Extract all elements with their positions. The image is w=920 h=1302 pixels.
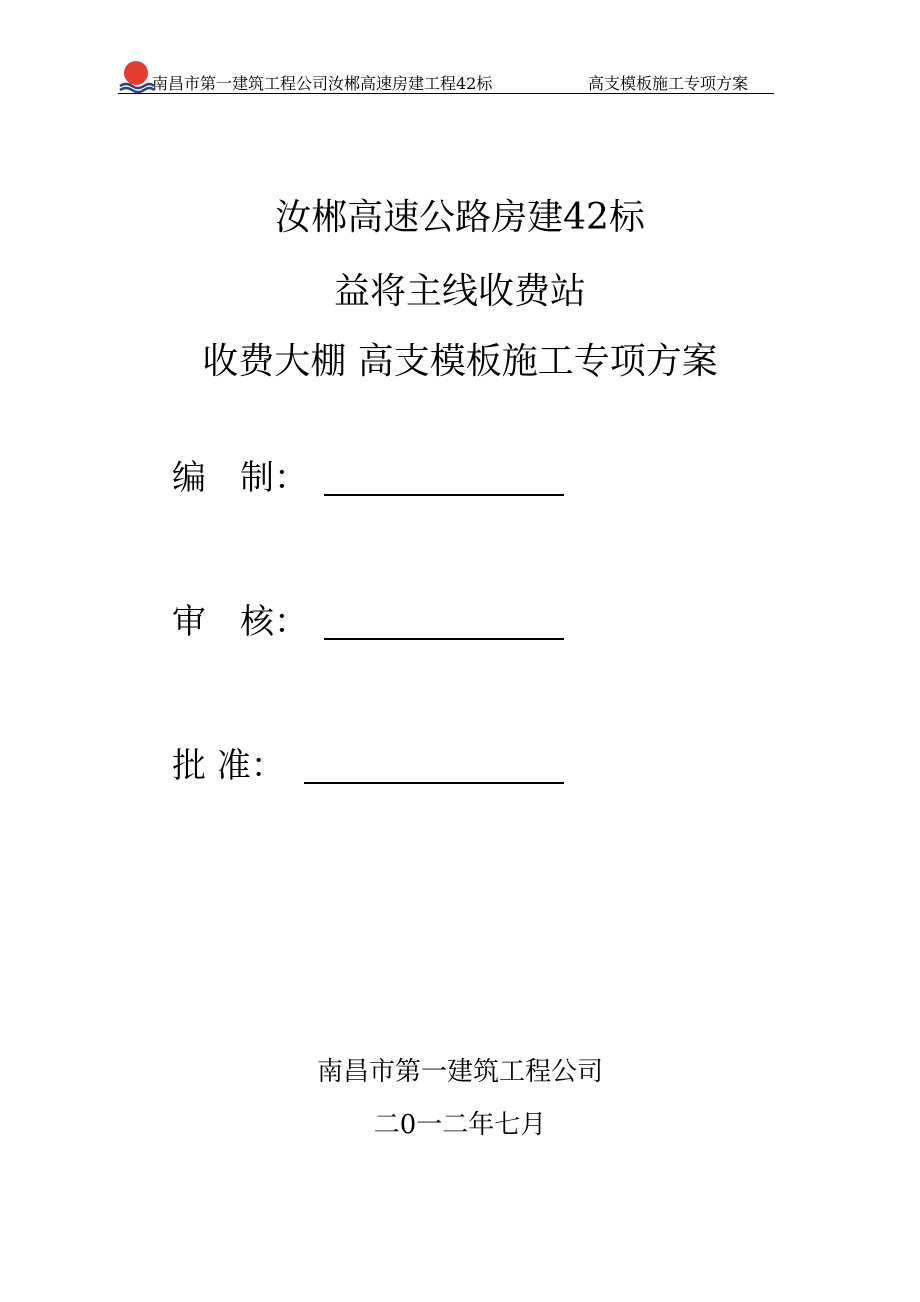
header-left-text: 南昌市第一建筑工程公司汝郴高速房建工程42标 [152, 74, 493, 93]
compile-signature-line [324, 494, 564, 496]
title-line-2: 益将主线收费站 [333, 271, 586, 312]
title-line-1: 汝郴高速公路房建42标 [275, 197, 645, 238]
title-line-3: 收费大棚 高支模板施工专项方案 [202, 341, 718, 382]
header-rule [118, 93, 774, 94]
review-signature-line [324, 638, 564, 640]
approve-signature-line [304, 782, 564, 784]
compile-label: 编 制： [172, 458, 308, 498]
page-header [118, 58, 774, 96]
company-name: 南昌市第一建筑工程公司 [316, 1057, 603, 1087]
approve-label: 批 准： [172, 746, 285, 786]
review-label: 审 核： [172, 602, 308, 642]
header-right-text: 高支模板施工专项方案 [588, 74, 749, 93]
company-logo-icon [118, 58, 154, 94]
document-date: 二0一二年七月 [373, 1110, 547, 1140]
